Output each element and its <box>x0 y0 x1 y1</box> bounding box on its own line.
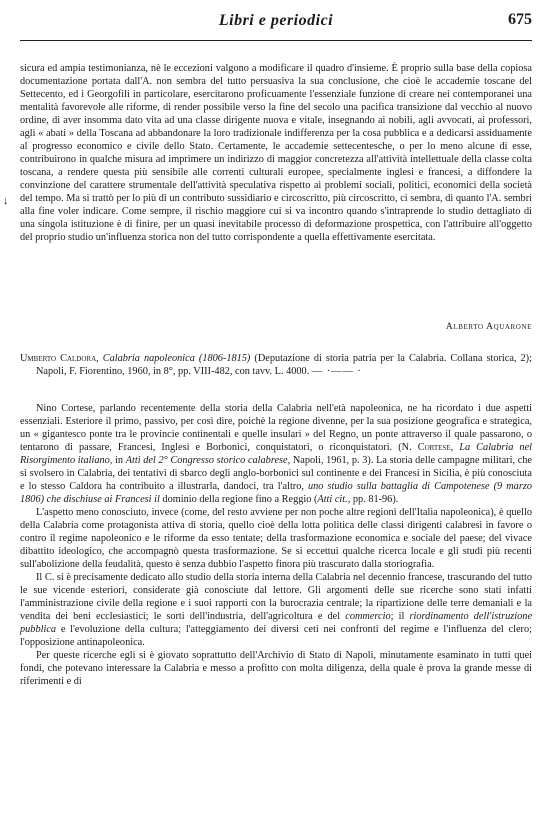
pencil-marks: — ·—— · <box>311 366 362 377</box>
review-2-paragraph-4: Per queste ricerche egli si è giovato soprattutto dell'Archivio di Stato di Napoli, minutamente esaminato in tutti quei fondi, che potevano interessare la Calabria e messo a profitto con molta diligenza, della quale è prova la grande messe di riferimenti e di <box>20 650 532 687</box>
citation-entry: Umberto Caldora, Calabria napoleonica (1806-1815) (Deputazione di storia patria per la Calabria. Collana storica, 2); Napoli, F. Fiorentino, 1960, in 8°, pp. VIII-482, con tavv. L. 4000. — ·—— · <box>20 353 532 377</box>
running-title: Libri e periodici <box>218 12 334 29</box>
review-1-signature: Alberto Aquarone <box>445 322 532 332</box>
running-header <box>20 6 532 41</box>
citation-title: Calabria napoleonica <box>102 353 195 364</box>
margin-annotation-mark: ↓ <box>3 195 9 207</box>
review-1-body <box>20 62 532 244</box>
review-2-citation <box>20 352 532 378</box>
review-2-paragraph-3: Il C. si è precisamente dedicato allo studio della storia interna della Calabria nel decennio francese, trascurando del tutto le sue vicende esteriori, considerate già conosciute dal lettore. Gli argomenti delle sue ricerche sono stati infatti l'amministrazione civile della regione e i suoi rapporti con la burocrazia centrale; la ripartizione delle terre demaniali e la vendita dei beni ecclesiastici; le sorti dell'industria, dell'agricoltura e del commercio; il riordinamento dell'istruzione pubblica e l'evoluzione della cultura; l'atteggiamento dei diversi ceti nei confronti del regime e l'influenza del clero; l'opposizione antinapoleonica. <box>20 572 533 648</box>
review-2-paragraph-2: L'aspetto meno conosciuto, invece (come, del resto avviene per non poche altre regioni dell'Italia napoleonica), è quello della Calabria come protagonista attiva di storia, quello cioè della lotta politica delle classi dirigenti calabresi in favore o contro il regime napoleonico e le riforme da esso tentate; della trasformazione economica e sociale del paese; del vivace dibattito ideologico, che accompagnò questa trasformazione. Se si eccettui qualche ricerca locale e gli studi più recenti sull'abolizione della feudalità, questo è senza dubbio l'aspetto finora più trascurato dalla storiografia. <box>20 507 532 570</box>
citation-details: (Deputazione di storia patria per la Calabria. Collana storica, 2); Napoli, F. Fiorentino, 1960, in 8°, pp. VIII-482, con tavv. L. 4000. <box>36 353 532 377</box>
review-2-body <box>20 402 532 688</box>
citation-years: (1806-1815) <box>198 353 251 364</box>
review-1-paragraph: sicura ed ampia testimonianza, nè le eccezioni valgono a modificare il quadro d'insieme. È proprio sulla base della copiosa documentazione portata dall'A. non sembra del tutto persuasiva la sua conclusione, che cioè le accademie toscane del Settecento, ed i Georgofili in particolare, esercitarono proficuamente l'essenziale funzione di creare nei contemporanei una mentalità favorevole alle riforme, di render possibile verso la fine del secolo una pacifica transizione dal vecchio al nuovo ordine, di aver insomma dato vita ad una classe dirigente nuova e vitale, insegnando ai nobili, agli avvocati, ai professori, agli « abati » della Toscana ad abbandonare la loro tradizionale indifferenza per la cosa pubblica e a dedicarsi assiduamente al progresso economico e civile dello Stato. Certamente, le accademie settecentesche, o per lo meno alcune di esse, contribuirono in qualche misura ad imprimere un indirizzo di maggior concretezza all'attività intellettuale della classe colta toscana, a rendere questa più sensibile alle correnti culturali europee, specialmente inglesi e francesi, a diffondere la convinzione del carattere strumentale dell'attività speculativa rispetto ai problemi sociali, politici, economici della società del tempo. Ma si trattò per lo più di un contributo sussidiario e circoscritto, più circoscritto, ci sembra, di quanto l'A. sembri alla fine voler indicare. Come sempre, il rischio maggiore cui si va incontro quando s'intraprende lo studio dettagliato di una singola istituzione è di finire, per un quasi inevitabile processo di deformazione prospettica, con l'attribuire all'oggetto del proprio studio un'influenza storica non del tutto corrispondente a quella effettivamente esercitata. <box>20 63 532 243</box>
page-number: 675 <box>508 11 532 28</box>
citation-author: Umberto Caldora <box>20 353 97 364</box>
review-2-paragraph-1: Nino Cortese, parlando recentemente della storia della Calabria nell'età napoleonica, ne ha ricordato i due aspetti essenziali. Esteriore il primo, passivo, per così dire, poichè la regione divenne, per la sua posizione geografica e strategica, un « gigantesco ponte tra le provincie continentali e quelle insulari » del Regno, un ponte attraverso il quale passarono, o tentarono di passare, Francesi, Inglesi e Borbonici, conquistatori, o riconquistatori. (N. Cortese, La Calabria nel Risorgimento italiano, in Atti del 2° Congresso storico calabrese, Napoli, 1961, p. 3). La storia delle campagne militari, che si svolsero in Calabria, dei tentativi di sbarco degli anglo-borbonici sul continente e dei Francesi in Sicilia, è più conosciuta e lo stesso Caldora ha contribuito a illustrarla, dandoci, tra l'altro, uno studio sulla battaglia di Campotenese (9 marzo 1806) che dischiuse ai Francesi il dominio della regione fino a Reggio (Atti cit., pp. 81-96). <box>20 403 532 505</box>
